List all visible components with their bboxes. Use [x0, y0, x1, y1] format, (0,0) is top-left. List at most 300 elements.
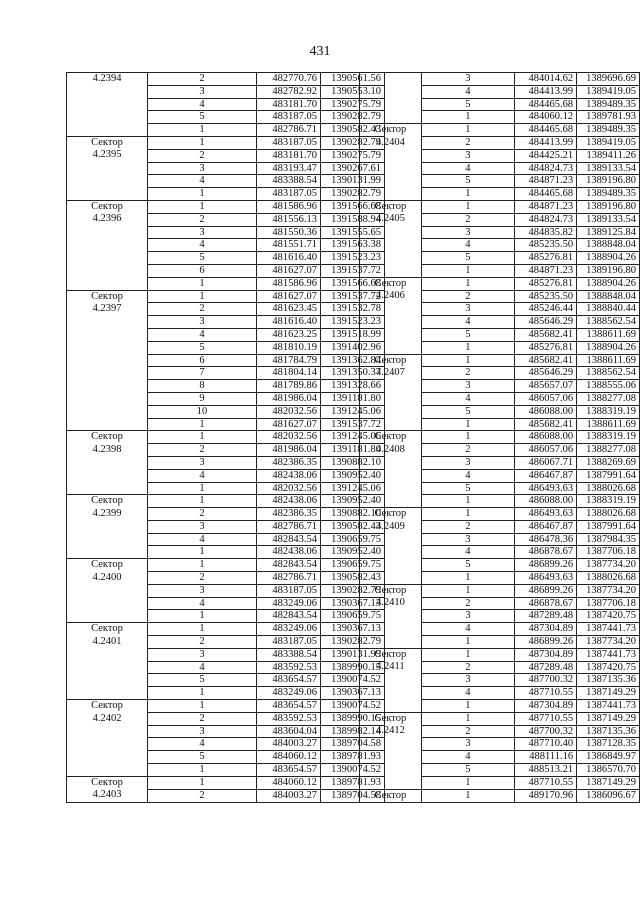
- coord-y: 1386570.70: [577, 764, 640, 777]
- point-number: 1: [148, 431, 257, 444]
- coord-x: 481550.36: [257, 226, 321, 239]
- point-number: 4: [148, 239, 257, 252]
- coord-x: 486067.71: [515, 456, 577, 469]
- coord-x: 487700.32: [515, 725, 577, 738]
- point-number: 4: [421, 392, 514, 405]
- coord-x: 487304.89: [515, 648, 577, 661]
- coord-x: 484413.99: [515, 85, 577, 98]
- coord-y: 1390582.43: [321, 572, 385, 585]
- coord-y: 1390952.40: [321, 546, 385, 559]
- coord-x: 481623.45: [257, 303, 321, 316]
- coord-y: 1390367.13: [321, 687, 385, 700]
- sector-label: Сектор 4.2401: [67, 623, 148, 700]
- point-number: 5: [421, 405, 514, 418]
- coord-y: 1390267.61: [321, 162, 385, 175]
- point-number: 1: [421, 341, 514, 354]
- point-number: 2: [421, 444, 514, 457]
- coord-x: 487700.32: [515, 674, 577, 687]
- point-number: 1: [148, 136, 257, 149]
- coord-x: 485646.29: [515, 367, 577, 380]
- coord-y: 1388026.68: [577, 482, 640, 495]
- point-number: 9: [148, 392, 257, 405]
- coord-y: 1389411.26: [577, 149, 640, 162]
- coord-y: 1391563.38: [321, 239, 385, 252]
- coord-x: 486467.87: [515, 520, 577, 533]
- coord-y: 1390367.13: [321, 597, 385, 610]
- coord-y: 1388319.19: [577, 495, 640, 508]
- point-number: 4: [148, 533, 257, 546]
- coord-x: 486088.00: [515, 431, 577, 444]
- coord-y: 1388840.44: [577, 303, 640, 316]
- coord-x: 485657.07: [515, 380, 577, 393]
- point-number: 2: [148, 213, 257, 226]
- point-number: 3: [148, 226, 257, 239]
- coord-x: 481804.14: [257, 367, 321, 380]
- coord-x: 482438.06: [257, 546, 321, 559]
- coord-x: 487710.40: [515, 738, 577, 751]
- coord-y: 1387734.20: [577, 636, 640, 649]
- point-number: 3: [421, 533, 514, 546]
- table-row: [360, 200, 640, 213]
- coord-x: 483604.04: [257, 725, 321, 738]
- coord-y: 1391566.68: [321, 200, 385, 213]
- coord-x: 484014.62: [515, 73, 577, 86]
- coord-x: 483187.05: [257, 636, 321, 649]
- sector-label: Сектор 4.2405: [360, 200, 422, 277]
- coord-x: 482438.06: [257, 495, 321, 508]
- coord-y: 1388026.68: [577, 508, 640, 521]
- coord-x: 482843.54: [257, 559, 321, 572]
- point-number: 1: [148, 124, 257, 137]
- coord-x: 485276.81: [515, 252, 577, 265]
- coord-x: 481586.96: [257, 277, 321, 290]
- coord-x: 481616.40: [257, 316, 321, 329]
- coord-y: 1389781.93: [321, 776, 385, 789]
- point-number: 5: [421, 175, 514, 188]
- coord-x: 482782.92: [257, 85, 321, 98]
- point-number: 1: [421, 508, 514, 521]
- coord-y: 1391537.72: [321, 264, 385, 277]
- coord-x: 484871.23: [515, 200, 577, 213]
- point-number: 2: [148, 572, 257, 585]
- coord-x: 483249.06: [257, 687, 321, 700]
- coord-x: 485682.41: [515, 354, 577, 367]
- coord-y: 1387734.20: [577, 559, 640, 572]
- coord-x: 483187.05: [257, 584, 321, 597]
- coord-x: 482843.54: [257, 533, 321, 546]
- point-number: 4: [421, 623, 514, 636]
- coord-y: 1390659.75: [321, 610, 385, 623]
- point-number: 1: [148, 546, 257, 559]
- point-number: 1: [148, 764, 257, 777]
- coord-x: 486057.06: [515, 392, 577, 405]
- coord-y: 1390561.56: [321, 73, 385, 86]
- coord-x: 486878.67: [515, 546, 577, 559]
- coord-y: 1387420.75: [577, 610, 640, 623]
- point-number: 1: [421, 354, 514, 367]
- coord-x: 483388.54: [257, 648, 321, 661]
- coord-y: 1391402.96: [321, 341, 385, 354]
- point-number: 1: [421, 495, 514, 508]
- coord-x: 484003.27: [257, 789, 321, 802]
- point-number: 5: [148, 341, 257, 354]
- coord-y: 1388277.08: [577, 392, 640, 405]
- coord-y: 1389196.80: [577, 175, 640, 188]
- point-number: 4: [148, 738, 257, 751]
- coord-x: 481789.86: [257, 380, 321, 393]
- coord-y: 1390659.75: [321, 559, 385, 572]
- point-number: 2: [421, 725, 514, 738]
- coord-y: 1389990.15: [321, 712, 385, 725]
- coord-x: 486899.26: [515, 584, 577, 597]
- coord-y: 1389133.54: [577, 213, 640, 226]
- coord-y: 1388848.04: [577, 290, 640, 303]
- coord-x: 484003.27: [257, 738, 321, 751]
- coord-y: 1391181.80: [321, 392, 385, 405]
- point-number: 6: [148, 354, 257, 367]
- coord-x: 482032.56: [257, 405, 321, 418]
- point-number: 4: [148, 661, 257, 674]
- sector-label: Сектор 4.2409: [360, 508, 422, 585]
- table-row: [67, 776, 385, 789]
- sector-label: Сектор: [360, 789, 422, 803]
- coord-x: 485646.29: [515, 316, 577, 329]
- coord-x: 484060.12: [257, 751, 321, 764]
- coord-y: 1389704.58: [321, 738, 385, 751]
- coord-x: 486467.87: [515, 469, 577, 482]
- coord-y: 1391518.99: [321, 328, 385, 341]
- coord-y: 1388277.08: [577, 444, 640, 457]
- point-number: 1: [421, 648, 514, 661]
- point-number: 4: [421, 546, 514, 559]
- point-number: 5: [421, 328, 514, 341]
- coord-y: 1391588.94: [321, 213, 385, 226]
- point-number: 5: [421, 252, 514, 265]
- coord-y: 1390131.99: [321, 175, 385, 188]
- coord-y: 1387149.29: [577, 687, 640, 700]
- sector-label: Сектор 4.2411: [360, 648, 422, 712]
- coord-x: 483654.57: [257, 764, 321, 777]
- coord-y: 1391350.37: [321, 367, 385, 380]
- coord-y: 1391245.06: [321, 405, 385, 418]
- coord-y: 1387420.75: [577, 661, 640, 674]
- point-number: 3: [421, 303, 514, 316]
- point-number: 2: [421, 661, 514, 674]
- coord-y: 1390282.79: [321, 188, 385, 201]
- coord-y: 1387734.20: [577, 584, 640, 597]
- point-number: 1: [421, 200, 514, 213]
- coord-y: 1388319.19: [577, 405, 640, 418]
- point-number: 1: [148, 418, 257, 431]
- table-row: [67, 700, 385, 713]
- table-row: [67, 495, 385, 508]
- coord-y: 1390882.10: [321, 456, 385, 469]
- coord-y: 1388562.54: [577, 367, 640, 380]
- coord-x: 486493.63: [515, 572, 577, 585]
- point-number: 4: [421, 316, 514, 329]
- coord-x: 483181.70: [257, 98, 321, 111]
- coord-x: 486057.06: [515, 444, 577, 457]
- coord-x: 484413.99: [515, 136, 577, 149]
- coord-x: 483187.05: [257, 136, 321, 149]
- coord-y: 1389419.05: [577, 136, 640, 149]
- coord-x: 482843.54: [257, 610, 321, 623]
- point-number: 1: [148, 495, 257, 508]
- coord-y: 1391532.78: [321, 303, 385, 316]
- coord-y: 1391181.80: [321, 444, 385, 457]
- table-row: [360, 508, 640, 521]
- sector-label: Сектор 4.2407: [360, 354, 422, 431]
- coord-y: 1390367.13: [321, 623, 385, 636]
- table-row: [360, 354, 640, 367]
- coord-x: 483187.05: [257, 111, 321, 124]
- coord-y: 1387135.36: [577, 725, 640, 738]
- point-number: 1: [148, 188, 257, 201]
- coord-y: 1391362.84: [321, 354, 385, 367]
- point-number: 1: [421, 418, 514, 431]
- point-number: 3: [148, 520, 257, 533]
- point-number: 1: [148, 700, 257, 713]
- point-number: 2: [421, 597, 514, 610]
- point-number: 1: [421, 264, 514, 277]
- point-number: 5: [148, 111, 257, 124]
- point-number: 3: [421, 73, 514, 86]
- coord-x: 483388.54: [257, 175, 321, 188]
- coord-x: 483592.53: [257, 712, 321, 725]
- coord-y: 1390074.52: [321, 674, 385, 687]
- sector-label: Сектор 4.2400: [67, 559, 148, 623]
- coord-x: 481623.25: [257, 328, 321, 341]
- point-number: 1: [421, 712, 514, 725]
- coord-y: 1389489.35: [577, 124, 640, 137]
- coord-x: 481784.79: [257, 354, 321, 367]
- coord-x: 482386.35: [257, 508, 321, 521]
- coord-x: 482032.56: [257, 482, 321, 495]
- point-number: 8: [148, 380, 257, 393]
- coord-y: 1388848.04: [577, 239, 640, 252]
- point-number: 1: [421, 188, 514, 201]
- coord-y: 1391328.66: [321, 380, 385, 393]
- coord-y: 1389196.80: [577, 200, 640, 213]
- point-number: 1: [421, 111, 514, 124]
- coord-y: 1391245.06: [321, 482, 385, 495]
- point-number: 3: [148, 316, 257, 329]
- point-number: 2: [421, 290, 514, 303]
- coord-y: 1390074.52: [321, 764, 385, 777]
- table-row: [360, 584, 640, 597]
- coord-y: 1390882.10: [321, 508, 385, 521]
- point-number: 10: [148, 405, 257, 418]
- coord-x: 486899.26: [515, 636, 577, 649]
- sector-label: Сектор 4.2398: [67, 431, 148, 495]
- coord-x: 487289.48: [515, 610, 577, 623]
- coord-x: 487289.48: [515, 661, 577, 674]
- coord-x: 486899.26: [515, 559, 577, 572]
- coord-x: 482438.06: [257, 469, 321, 482]
- coord-x: 486088.00: [515, 405, 577, 418]
- point-number: 4: [421, 469, 514, 482]
- coord-x: 487304.89: [515, 700, 577, 713]
- point-number: 1: [421, 124, 514, 137]
- table-row: [360, 648, 640, 661]
- coord-x: 484425.21: [515, 149, 577, 162]
- point-number: 4: [148, 597, 257, 610]
- point-number: 2: [148, 789, 257, 802]
- point-number: 1: [148, 559, 257, 572]
- point-number: 2: [421, 136, 514, 149]
- point-number: 2: [148, 508, 257, 521]
- point-number: 2: [148, 712, 257, 725]
- point-number: 2: [421, 520, 514, 533]
- coord-y: 1386849.97: [577, 751, 640, 764]
- coord-y: 1387706.18: [577, 546, 640, 559]
- point-number: 4: [421, 751, 514, 764]
- point-number: 1: [421, 572, 514, 585]
- sector-label: Сектор 4.2406: [360, 277, 422, 354]
- coord-x: 486493.63: [515, 482, 577, 495]
- coord-x: 489170.96: [515, 789, 577, 803]
- point-number: 1: [148, 610, 257, 623]
- coord-x: 481627.07: [257, 264, 321, 277]
- coord-x: 483187.05: [257, 188, 321, 201]
- coord-y: 1387128.35: [577, 738, 640, 751]
- coord-x: 485276.81: [515, 341, 577, 354]
- point-number: 1: [421, 700, 514, 713]
- coord-x: 487710.55: [515, 776, 577, 789]
- point-number: 3: [421, 674, 514, 687]
- point-number: 2: [148, 149, 257, 162]
- coord-y: 1390282.79: [321, 136, 385, 149]
- point-number: 5: [148, 252, 257, 265]
- point-number: 3: [421, 226, 514, 239]
- coord-y: 1391555.65: [321, 226, 385, 239]
- coord-y: 1390282.79: [321, 636, 385, 649]
- coord-y: 1388026.68: [577, 572, 640, 585]
- coord-x: 484465.68: [515, 188, 577, 201]
- point-number: 1: [148, 290, 257, 303]
- point-number: 6: [148, 264, 257, 277]
- point-number: 2: [148, 636, 257, 649]
- coord-x: 483181.70: [257, 149, 321, 162]
- point-number: 1: [148, 482, 257, 495]
- coord-y: 1387149.29: [577, 712, 640, 725]
- coord-x: 484824.73: [515, 162, 577, 175]
- point-number: 2: [148, 444, 257, 457]
- point-number: 3: [421, 149, 514, 162]
- coord-x: 482786.71: [257, 520, 321, 533]
- coord-y: 1390952.40: [321, 495, 385, 508]
- coord-y: 1390659.75: [321, 533, 385, 546]
- coord-x: 483193.47: [257, 162, 321, 175]
- coord-y: 1390582.43: [321, 520, 385, 533]
- point-number: 2: [421, 213, 514, 226]
- coord-y: 1386096.67: [577, 789, 640, 803]
- table-row: [360, 124, 640, 137]
- point-number: 2: [421, 367, 514, 380]
- coord-x: 487710.55: [515, 687, 577, 700]
- coord-x: 481986.04: [257, 392, 321, 405]
- coord-y: 1391566.68: [321, 277, 385, 290]
- point-number: 1: [421, 584, 514, 597]
- point-number: 4: [421, 239, 514, 252]
- sector-label: Сектор 4.2397: [67, 290, 148, 431]
- sector-label: 4.2394: [67, 73, 148, 137]
- sector-label: Сектор 4.2408: [360, 431, 422, 508]
- coord-y: 1389489.35: [577, 98, 640, 111]
- coord-y: 1390553.10: [321, 85, 385, 98]
- coord-x: 483592.53: [257, 661, 321, 674]
- point-number: 3: [148, 162, 257, 175]
- point-number: 3: [421, 610, 514, 623]
- coord-x: 481810.19: [257, 341, 321, 354]
- coord-y: 1387441.73: [577, 623, 640, 636]
- coord-x: 485235.50: [515, 239, 577, 252]
- coord-x: 484824.73: [515, 213, 577, 226]
- coord-y: 1387441.73: [577, 648, 640, 661]
- coord-y: 1390275.79: [321, 149, 385, 162]
- coord-x: 484871.23: [515, 264, 577, 277]
- coord-x: 488111.16: [515, 751, 577, 764]
- coord-x: 485682.41: [515, 328, 577, 341]
- point-number: 1: [421, 277, 514, 290]
- coord-y: 1391537.72: [321, 290, 385, 303]
- sector-label: Сектор 4.2403: [67, 776, 148, 802]
- table-row: [67, 290, 385, 303]
- coord-y: 1389982.14: [321, 725, 385, 738]
- coord-x: 481551.71: [257, 239, 321, 252]
- point-number: 4: [148, 469, 257, 482]
- point-number: 1: [421, 776, 514, 789]
- sector-label: [360, 73, 422, 124]
- point-number: 4: [421, 687, 514, 700]
- table-row: [67, 200, 385, 213]
- coord-y: 1387149.29: [577, 776, 640, 789]
- coord-y: 1388904.26: [577, 252, 640, 265]
- point-number: 2: [148, 303, 257, 316]
- table-row: [67, 136, 385, 149]
- point-number: 4: [421, 85, 514, 98]
- coord-x: 486493.63: [515, 508, 577, 521]
- point-number: 1: [148, 776, 257, 789]
- table-row: [360, 431, 640, 444]
- point-number: 3: [421, 380, 514, 393]
- coord-x: 485235.50: [515, 290, 577, 303]
- coord-y: 1390582.43: [321, 124, 385, 137]
- coord-y: 1389133.54: [577, 162, 640, 175]
- coord-y: 1389125.84: [577, 226, 640, 239]
- sector-label: Сектор 4.2396: [67, 200, 148, 290]
- coord-y: 1388904.26: [577, 277, 640, 290]
- point-number: 3: [148, 725, 257, 738]
- coord-y: 1391537.72: [321, 418, 385, 431]
- point-number: 4: [421, 162, 514, 175]
- coord-x: 482786.71: [257, 572, 321, 585]
- coord-y: 1387441.73: [577, 700, 640, 713]
- point-number: 5: [421, 482, 514, 495]
- sector-label: Сектор 4.2412: [360, 712, 422, 789]
- coord-y: 1390952.40: [321, 469, 385, 482]
- coord-y: 1388562.54: [577, 316, 640, 329]
- coord-x: 481556.13: [257, 213, 321, 226]
- table-row: [67, 431, 385, 444]
- coord-x: 484465.68: [515, 98, 577, 111]
- sector-label: Сектор 4.2404: [360, 124, 422, 201]
- coord-y: 1388555.06: [577, 380, 640, 393]
- point-number: 5: [148, 674, 257, 687]
- point-number: 1: [421, 789, 514, 803]
- coord-y: 1390131.99: [321, 648, 385, 661]
- coord-x: 483249.06: [257, 623, 321, 636]
